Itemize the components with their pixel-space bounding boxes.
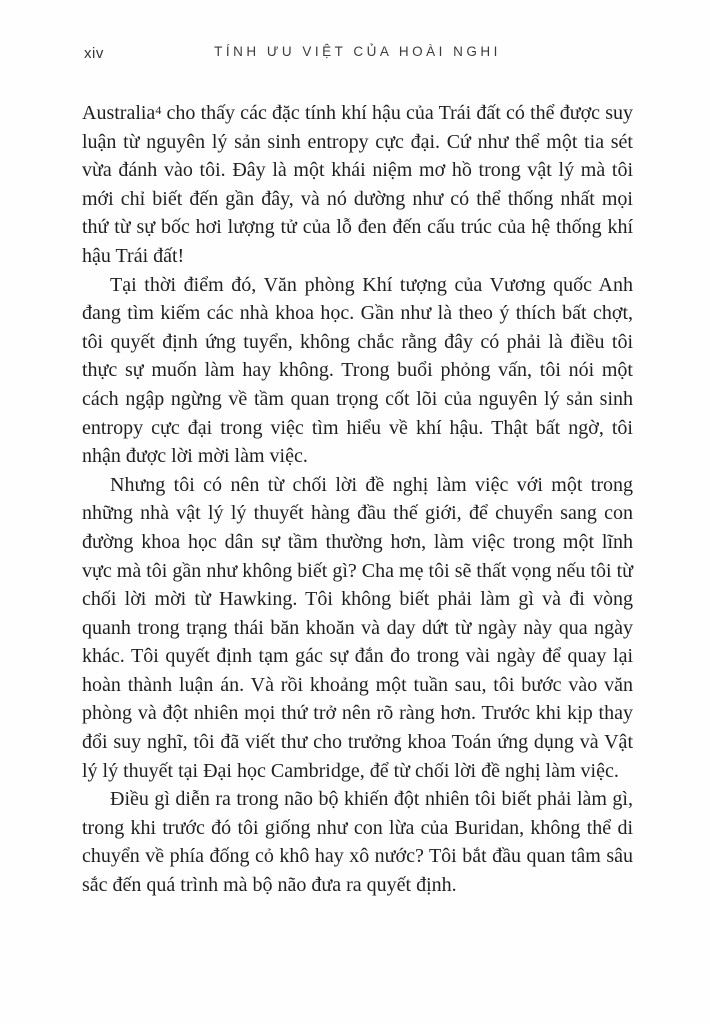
body-paragraph: Nhưng tôi có nên từ chối lời đề nghị làm việc với một trong những nhà vật lý lý thuyết hàng đầu thế giới, để chuyển sang con đường khoa học dân sự tầm thường hơn, làm việc trong một lĩnh vực mà tôi gần như không biết gì? Cha mẹ tôi sẽ thất vọng nếu tôi từ chối lời mời từ Hawking. Tôi không biết phải làm gì và đi vòng quanh trong trạng thái băn khoăn và day dứt từ ngày này qua ngày khác. Tôi quyết định tạm gác sự đắn đo trong vài ngày để quay lại hoàn thành luận án. Và rồi khoảng một tuần sau, tôi bước vào văn phòng và đột nhiên mọi thứ trở nên rõ ràng hơn. Trước khi kịp thay đổi suy nghĩ, tôi đã viết thư cho trưởng khoa Toán ứng dụng và Vật lý lý thuyết tại Đại học Cambridge, để từ chối lời đề nghị làm việc. [82,473,633,782]
page-number: xiv [84,45,104,62]
footnote-marker: 4 [155,102,162,117]
body-paragraph [82,99,633,271]
page-header [82,44,633,66]
paragraph-lead-word: Australia [82,102,156,124]
body-paragraph: Tại thời điểm đó, Văn phòng Khí tượng của Vương quốc Anh đang tìm kiếm các nhà khoa học. Gần như là theo ý thích bất chợt, tôi quyết định ứng tuyển, không chắc rằng đây có phải là điều tôi thực sự muốn làm hay không. Trong buổi phỏng vấn, tôi nói một cách ngập ngừng về tầm quan trọng cốt lõi của nguyên lý sản sinh entropy cực đại trong việc tìm hiểu về khí hậu. Thật bất ngờ, tôi nhận được lời mời làm việc. [82,273,633,468]
body-paragraph: Điều gì diễn ra trong não bộ khiến đột nhiên tôi biết phải làm gì, trong khi trước đó tôi giống như con lừa của Buridan, không thể di chuyển về phía đống cỏ khô hay xô nước? Tôi bắt đầu quan tâm sâu sắc đến quá trình mà bộ não đưa ra quyết định. [82,788,633,897]
paragraph-text: cho thấy các đặc tính khí hậu của Trái đất có thể được suy luận từ nguyên lý sản sinh entropy cực đại. Cứ như thể một tia sét vừa đánh vào tôi. Đây là một khái niệm mơ hồ trong vật lý mà tôi mới chỉ biết đến gần đây, và nó dường như có thể thống nhất mọi thứ từ sự bốc hơi lượng tử của lỗ đen đến cấu trúc của hệ thống khí hậu Trái đất! [82,102,633,267]
text-block [82,99,633,900]
running-head: TÍNH ƯU VIỆT CỦA HOÀI NGHI [214,44,501,59]
